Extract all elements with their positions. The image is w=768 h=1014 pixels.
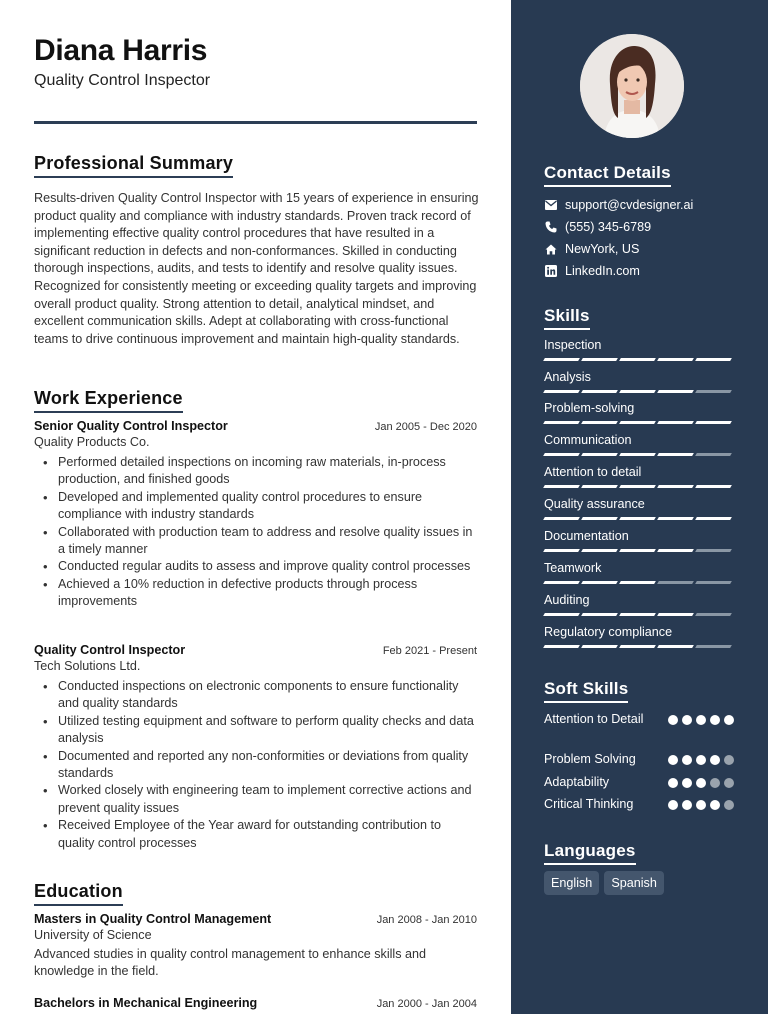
linkedin-text: LinkedIn.com [565, 264, 640, 278]
soft-skills-heading: Soft Skills [544, 679, 628, 703]
skill-item [544, 561, 734, 584]
rating-dot [724, 755, 734, 765]
edu-degree: Masters in Quality Control Management [34, 912, 272, 926]
soft-skill-item [544, 711, 734, 728]
skills-heading: Skills [544, 306, 590, 330]
job-entry [34, 419, 477, 611]
skill-level-segment [695, 358, 732, 361]
skill-level-segment [695, 517, 732, 520]
skill-level-segment [657, 390, 694, 393]
rating-dot [696, 755, 706, 765]
rating-dot [682, 755, 692, 765]
envelope-icon [544, 199, 557, 212]
rating-dot [682, 800, 692, 810]
skill-level-segment [657, 358, 694, 361]
edu-school: University of Science [34, 928, 152, 942]
soft-skill-label: Problem Solving [544, 752, 636, 766]
summary-text: Results-driven Quality Control Inspector with 15 years of experience in ensuring product quality and compliance with industry standards. Proven track record of implementing effective quality control procedures that have resulted in a significant reduction in defects and non-conformances. Skilled in conducting thorough inspections, audits, and tests to identify and resolve quality issues. Recognized for consistently meeting or exceeding quality targets and improving overall product quality. Strong attention to detail, analytical mindset, and excellent communication skills. Adept at collaborating with cross-functional teams to drive continuous improvement and maintain high-quality standards. [34, 191, 479, 346]
skill-label: Analysis [544, 370, 591, 384]
job-bullet: • Documented and reported any non-conformities or deviations from quality standards [34, 748, 477, 783]
job-role: Senior Quality Control Inspector [34, 419, 228, 433]
job-entry [34, 643, 477, 852]
skill-label: Inspection [544, 338, 602, 352]
skill-level-segment [543, 453, 580, 456]
skill-level-segment [657, 645, 694, 648]
skill-item [544, 433, 734, 456]
rating-dot [668, 778, 678, 788]
skill-level-segment [581, 645, 618, 648]
skill-level-segment [581, 613, 618, 616]
job-role: Quality Control Inspector [34, 643, 186, 657]
soft-skill-label: Critical Thinking [544, 797, 634, 811]
rating-dot [696, 800, 706, 810]
skill-level-segment [581, 517, 618, 520]
skill-level-segment [619, 421, 656, 424]
skill-level-segment [695, 390, 732, 393]
skill-level-segment [543, 517, 580, 520]
rating-dot [710, 755, 720, 765]
skill-level-segment [657, 421, 694, 424]
skill-level-segment [581, 485, 618, 488]
skill-level-segment [657, 453, 694, 456]
profile-photo [580, 34, 684, 138]
skill-item [544, 497, 734, 520]
skill-level-segment [543, 485, 580, 488]
language-tag: Spanish [604, 871, 664, 895]
job-bullet: • Achieved a 10% reduction in defective products through process improvements [34, 576, 477, 611]
skill-item [544, 401, 734, 424]
soft-skill-item [544, 796, 734, 813]
skill-level-segment [619, 358, 656, 361]
skill-level-segment [581, 453, 618, 456]
skill-level-segment [581, 581, 618, 584]
skill-level-segment [581, 358, 618, 361]
email-text: support@cvdesigner.ai [565, 198, 694, 212]
job-bullet: • Received Employee of the Year award for outstanding contribution to quality control processes [34, 817, 477, 852]
edu-description: Advanced studies in quality control management to enhance skills and knowledge in the field. [34, 947, 427, 979]
job-company: Quality Products Co. [34, 435, 150, 449]
skill-level-segment [695, 485, 732, 488]
contact-location [544, 242, 639, 256]
skill-level-bar [544, 390, 734, 393]
job-bullet: • Worked closely with engineering team to implement corrective actions and prevent quality issues [34, 782, 477, 817]
job-bullet: • Conducted inspections on electronic components to ensure functionality and quality standards [34, 678, 477, 713]
soft-skill-label: Adaptability [544, 775, 610, 789]
skill-item [544, 338, 734, 361]
linkedin-icon [544, 265, 557, 278]
skill-level-segment [543, 421, 580, 424]
languages-heading: Languages [544, 841, 636, 865]
rating-dot [682, 715, 692, 725]
edu-dates: Jan 2008 - Jan 2010 [376, 914, 477, 926]
skill-label: Auditing [544, 593, 590, 607]
contact-heading: Contact Details [544, 163, 671, 187]
rating-dot [724, 778, 734, 788]
skill-level-segment [695, 581, 732, 584]
job-bullets [34, 678, 477, 852]
candidate-title: Quality Control Inspector [34, 72, 211, 89]
skill-level-bar [544, 358, 734, 361]
rating-dot [710, 778, 720, 788]
job-dates: Jan 2005 - Dec 2020 [374, 421, 477, 433]
skill-item [544, 465, 734, 488]
skill-level-segment [619, 390, 656, 393]
skill-level-segment [695, 645, 732, 648]
contact-phone[interactable] [544, 220, 651, 234]
contact-email[interactable] [544, 198, 693, 212]
rating-dot [724, 715, 734, 725]
skill-level-segment [543, 390, 580, 393]
rating-dot [696, 715, 706, 725]
skill-label: Attention to detail [544, 465, 642, 479]
skill-level-bar [544, 549, 734, 552]
skill-level-segment [543, 358, 580, 361]
skill-level-segment [657, 613, 694, 616]
skill-item [544, 529, 734, 552]
skill-label: Teamwork [544, 561, 602, 575]
skill-level-segment [543, 613, 580, 616]
edu-dates: Jan 2000 - Jan 2004 [376, 998, 477, 1010]
skill-label: Communication [544, 433, 632, 447]
soft-skill-rating [668, 755, 734, 768]
candidate-name: Diana Harris [34, 34, 208, 67]
soft-skill-rating [668, 800, 734, 813]
home-icon [544, 243, 557, 256]
experience-heading: Work Experience [34, 388, 183, 413]
rating-dot [668, 755, 678, 765]
skill-item [544, 370, 734, 393]
skill-label: Problem-solving [544, 401, 635, 415]
job-company: Tech Solutions Ltd. [34, 659, 141, 673]
skill-level-bar [544, 485, 734, 488]
skill-level-segment [695, 549, 732, 552]
job-bullet: • Collaborated with production team to address and resolve quality issues in a timely manner [34, 524, 477, 559]
skill-level-segment [657, 581, 694, 584]
skill-level-segment [619, 517, 656, 520]
skill-item [544, 625, 734, 648]
skill-level-segment [657, 485, 694, 488]
skill-label: Quality assurance [544, 497, 645, 511]
skill-level-segment [695, 453, 732, 456]
contact-linkedin[interactable] [544, 264, 640, 278]
edu-degree: Bachelors in Mechanical Engineering [34, 996, 258, 1010]
phone-icon [544, 221, 557, 234]
skill-level-segment [543, 645, 580, 648]
skill-level-bar [544, 613, 734, 616]
soft-skill-label: Attention to Detail [544, 712, 644, 726]
skill-level-segment [657, 549, 694, 552]
skill-level-segment [581, 421, 618, 424]
skill-item [544, 593, 734, 616]
rating-dot [710, 715, 720, 725]
language-tag: English [544, 871, 599, 895]
skill-level-bar [544, 517, 734, 520]
soft-skill-rating [668, 778, 734, 791]
job-bullet: • Developed and implemented quality control procedures to ensure compliance with industry standards [34, 489, 477, 524]
skill-label: Regulatory compliance [544, 625, 673, 639]
skill-level-segment [619, 613, 656, 616]
rating-dot [668, 715, 678, 725]
soft-skill-rating [668, 715, 734, 728]
rating-dot [682, 778, 692, 788]
rating-dot [710, 800, 720, 810]
skill-level-bar [544, 645, 734, 648]
skill-level-segment [619, 581, 656, 584]
job-bullet: • Performed detailed inspections on incoming raw materials, in-process production, and finished goods [34, 454, 477, 489]
skill-level-segment [619, 453, 656, 456]
languages-list [544, 871, 664, 895]
education-entry [34, 996, 477, 1010]
job-bullet: • Conducted regular audits to assess and improve quality control processes [34, 558, 477, 575]
summary-heading: Professional Summary [34, 153, 233, 178]
rating-dot [696, 778, 706, 788]
rating-dot [668, 800, 678, 810]
skill-level-bar [544, 453, 734, 456]
skill-level-bar [544, 581, 734, 584]
skill-level-segment [581, 390, 618, 393]
education-entry [34, 912, 477, 981]
skill-level-segment [543, 581, 580, 584]
skill-label: Documentation [544, 529, 629, 543]
soft-skill-item [544, 751, 734, 768]
skill-level-segment [619, 485, 656, 488]
education-heading: Education [34, 881, 123, 906]
skill-level-segment [695, 421, 732, 424]
phone-text: (555) 345-6789 [565, 220, 652, 234]
skill-level-segment [619, 645, 656, 648]
location-text: NewYork, US [565, 242, 640, 256]
skill-level-segment [695, 613, 732, 616]
job-bullet: • Utilized testing equipment and software to perform quality checks and data analysis [34, 713, 477, 748]
skill-level-segment [581, 549, 618, 552]
skill-level-bar [544, 421, 734, 424]
header-divider [34, 121, 477, 124]
job-dates: Feb 2021 - Present [382, 645, 477, 657]
rating-dot [724, 800, 734, 810]
soft-skill-item [544, 774, 734, 791]
skill-level-segment [619, 549, 656, 552]
skill-level-segment [657, 517, 694, 520]
job-bullets [34, 454, 477, 611]
skill-level-segment [543, 549, 580, 552]
